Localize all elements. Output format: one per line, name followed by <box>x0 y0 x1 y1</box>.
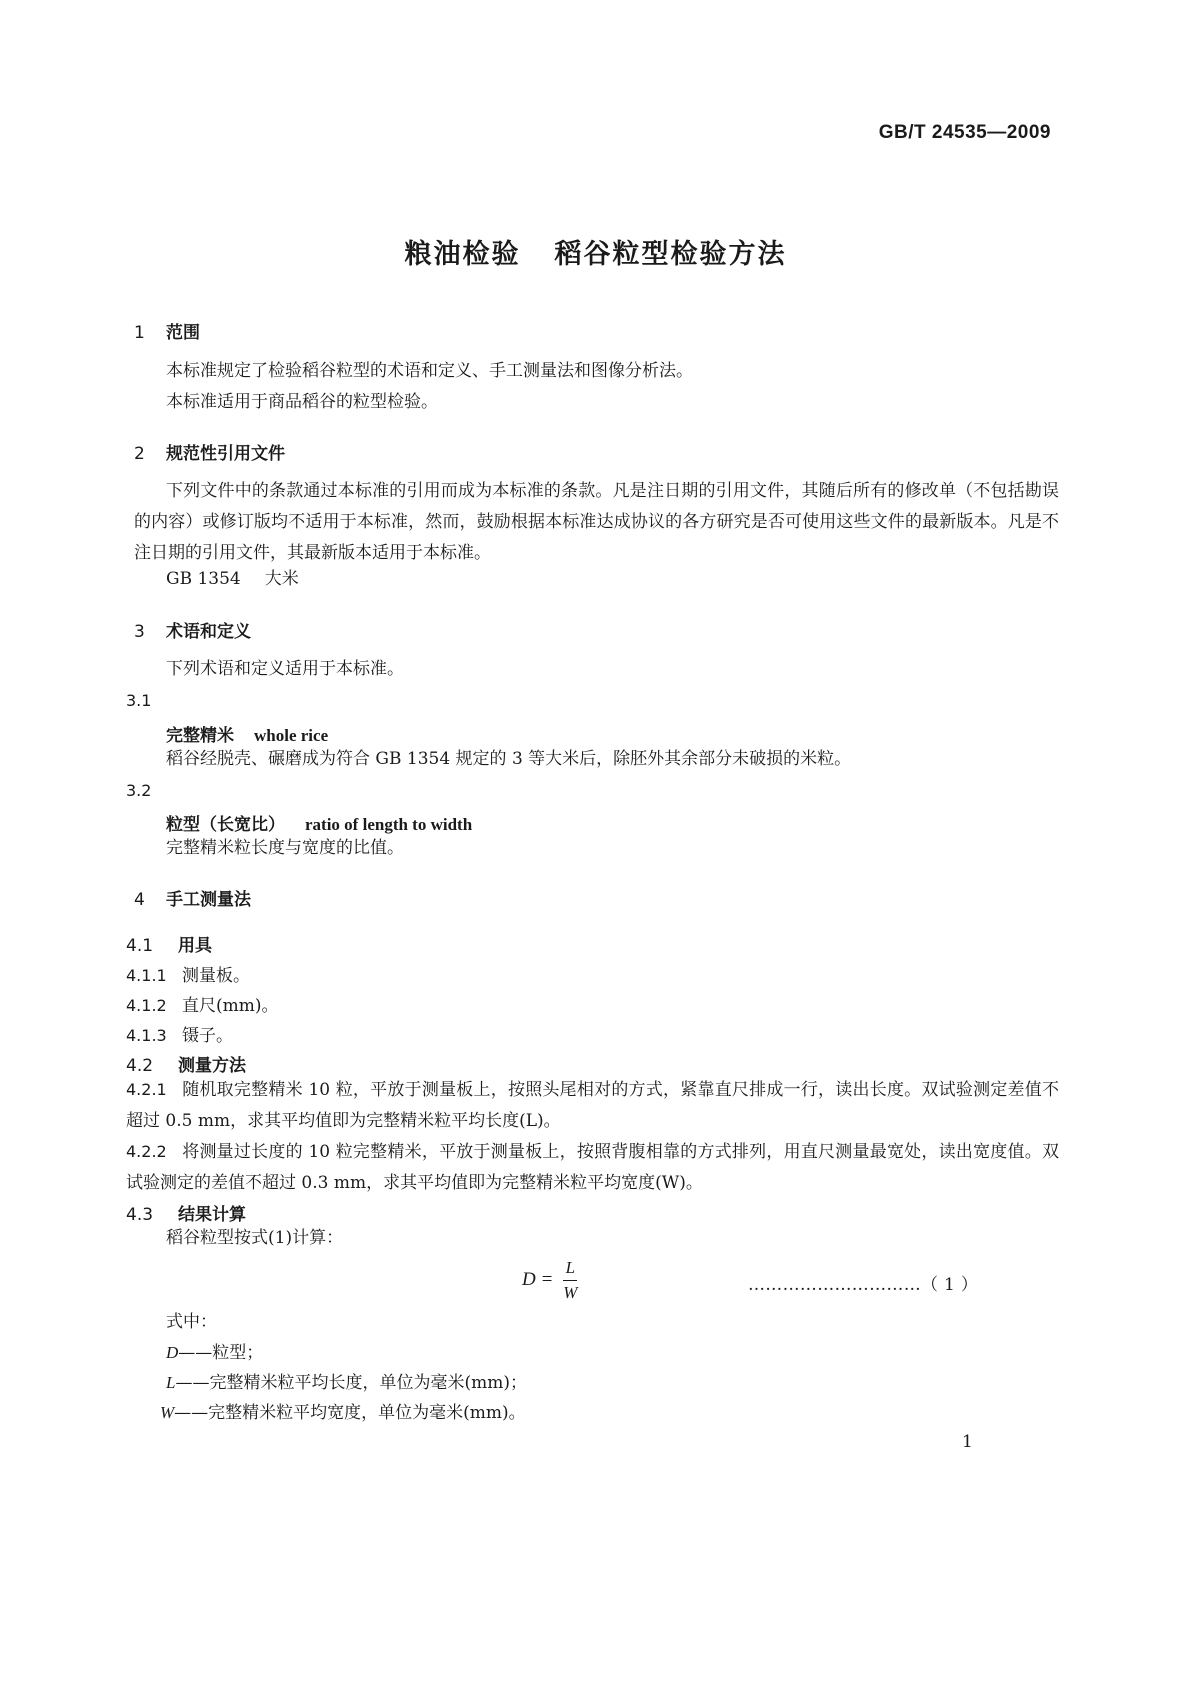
normative-reference <box>166 571 299 588</box>
section-2-paragraph: 下列文件中的条款通过本标准的引用而成为本标准的条款。凡是注日期的引用文件，其随后所有的修改单（不包括勘误的内容）或修订版均不适用于本标准，然而，鼓励根据本标准达成协议的各方研究是否可使用这些文件的最新版本。凡是不注日期的引用文件，其最新版本适用于本标准。 <box>134 481 1059 563</box>
where-label: 式中： <box>166 1312 217 1332</box>
term-3-2-english: ratio of length to width <box>305 815 473 834</box>
document-title <box>0 232 1191 271</box>
formula-lhs: D = <box>522 1268 554 1290</box>
item-4-2-2: 4.2.2 将测量过长度的 10 粒完整精米，平放于测量板上，按照背腹相靠的方式排列，用直尺测量最宽处，读出宽度值。双试验测定的差值不超过 0.3 mm，求其平均值即为完整精米粒平均宽度(W)。 <box>126 1142 1059 1193</box>
term-3-2-number: 3.2 <box>126 781 152 800</box>
section-4-heading: 4 手工测量法 <box>134 890 251 910</box>
formula-1 <box>522 1258 577 1303</box>
formula-fraction <box>563 1258 577 1303</box>
title-part-2: 稻谷粒型检验方法 <box>554 239 787 270</box>
item-4-1-1: 4.1.1 测量板。 <box>126 966 250 986</box>
section-3-intro: 下列术语和定义适用于本标准。 <box>166 659 404 679</box>
formula-numerator: L <box>563 1258 577 1281</box>
section-1-paragraph-1: 本标准规定了检验稻谷粒型的术语和定义、手工测量法和图像分析法。 <box>166 361 693 381</box>
variable-l: L——完整精米粒平均长度，单位为毫米(mm)； <box>166 1373 527 1393</box>
section-4-2-heading: 4.2 测量方法 <box>126 1056 246 1076</box>
term-3-2-chinese: 粒型（长宽比） <box>166 815 285 835</box>
calculation-intro: 稻谷粒型按式(1)计算： <box>166 1228 344 1248</box>
title-part-1: 粮油检验 <box>404 239 521 270</box>
reference-name: 大米 <box>264 569 299 589</box>
term-3-1-definition: 稻谷经脱壳、碾磨成为符合 GB 1354 规定的 3 等大米后，除胚外其余部分未破损的米粒。 <box>166 749 852 769</box>
item-4-1-2: 4.1.2 直尺(mm)。 <box>126 996 279 1016</box>
term-3-1-chinese: 完整精米 <box>166 726 234 746</box>
variable-d: D——粒型； <box>166 1343 264 1363</box>
term-3-1-english: whole rice <box>254 726 329 745</box>
section-4-3-heading: 4.3 结果计算 <box>126 1205 246 1225</box>
page-number: 1 <box>962 1432 973 1452</box>
reference-code: GB 1354 <box>166 569 241 589</box>
formula-denominator: W <box>563 1283 578 1302</box>
item-4-1-3: 4.1.3 镊子。 <box>126 1026 233 1046</box>
item-4-2-1: 4.2.1 随机取完整精米 10 粒，平放于测量板上，按照头尾相对的方式，紧靠直尺排成一行，读出长度。双试验测定差值不超过 0.5 mm，求其平均值即为完整精米粒平均长度(L)。 <box>126 1080 1059 1131</box>
section-1-heading: 1 范围 <box>134 323 200 343</box>
variable-w: W——完整精米粒平均宽度，单位为毫米(mm)。 <box>160 1403 526 1423</box>
standard-code: GB/T 24535—2009 <box>878 122 1051 143</box>
term-3-1-number: 3.1 <box>126 691 152 710</box>
section-4-1-heading: 4.1 用具 <box>126 936 212 956</box>
term-3-2-definition: 完整精米粒长度与宽度的比值。 <box>166 838 404 858</box>
term-3-1 <box>166 721 328 746</box>
section-2-heading: 2 规范性引用文件 <box>134 444 285 464</box>
equation-number: …………………………（ 1 ） <box>748 1275 979 1295</box>
section-3-heading: 3 术语和定义 <box>134 622 251 642</box>
term-3-2 <box>166 810 472 835</box>
section-1-paragraph-2: 本标准适用于商品稻谷的粒型检验。 <box>166 392 438 412</box>
